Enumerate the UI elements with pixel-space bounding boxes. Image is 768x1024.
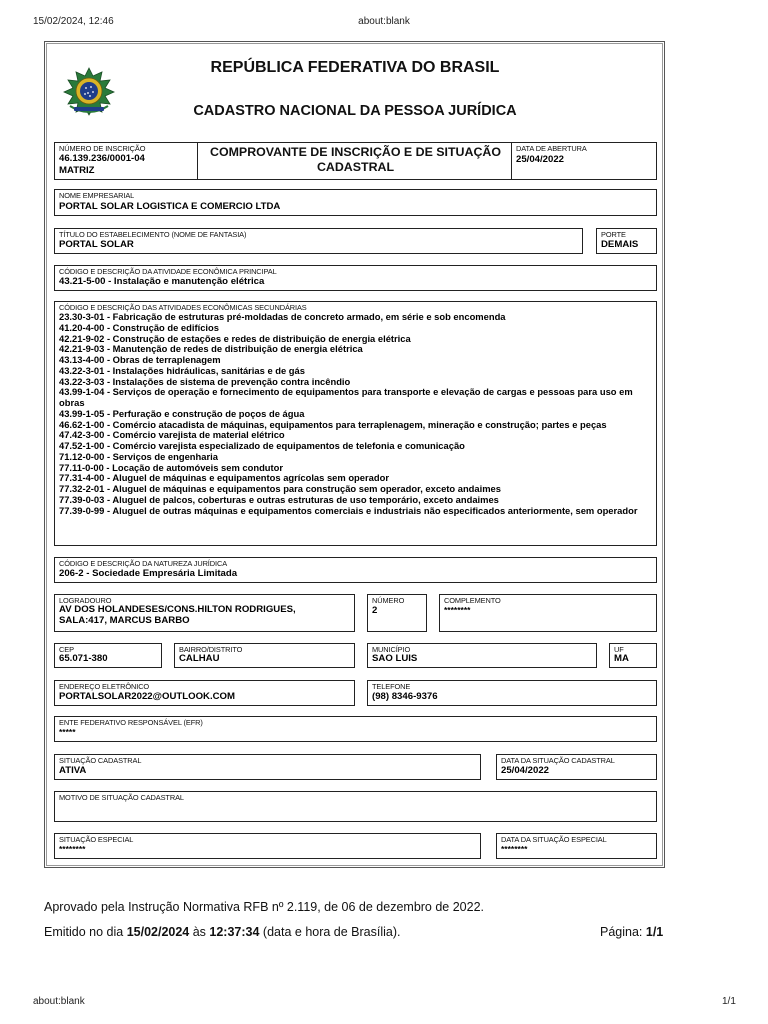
- secundaria-item: 43.22-3-01 - Instalações hidráulicas, sanitárias e de gás: [59, 364, 305, 376]
- secundaria-item: 46.62-1-00 - Comércio atacadista de máquinas, equipamentos para terraplenagem, mineração e construção; partes e peças: [59, 418, 607, 430]
- uf-value: MA: [614, 653, 629, 664]
- secundaria-item: 77.39-0-03 - Aluguel de palcos, coberturas e outras estruturas de uso temporário, exceto andaimes: [59, 493, 499, 505]
- emitido-date: 15/02/2024: [126, 925, 190, 939]
- efr-value: *****: [59, 727, 76, 737]
- pagina-value: 1/1: [645, 925, 664, 939]
- efr-label: ENTE FEDERATIVO RESPONSÁVEL (EFR): [59, 718, 203, 727]
- comprovante-title-line2: CADASTRAL: [316, 160, 395, 174]
- situacao-label: SITUAÇÃO CADASTRAL: [59, 756, 142, 765]
- especial-box: [54, 833, 481, 859]
- print-url: about:blank: [358, 16, 410, 27]
- secundaria-item: 43.99-1-05 - Perfuração e construção de poços de água: [59, 407, 305, 419]
- atividade-principal-box: [54, 265, 657, 291]
- nome-label: NOME EMPRESARIAL: [59, 191, 135, 200]
- natureza-value: 206-2 - Sociedade Empresária Limitada: [59, 568, 238, 579]
- bairro-value: CALHAU: [179, 653, 220, 664]
- page-subtitle: CADASTRO NACIONAL DA PESSOA JURÍDICA: [193, 103, 517, 119]
- abertura-label: DATA DE ABERTURA: [516, 144, 587, 153]
- comprovante-title-line1: COMPROVANTE DE INSCRIÇÃO E DE SITUAÇÃO: [210, 145, 501, 159]
- comprovante-box: [197, 142, 512, 180]
- natureza-box: [54, 557, 657, 583]
- municipio-label: MUNICÍPIO: [372, 645, 411, 654]
- cep-label: CEP: [59, 645, 74, 654]
- secundarias-list: [59, 312, 653, 516]
- atividades-secundarias-box: [54, 301, 657, 546]
- natureza-label: CÓDIGO E DESCRIÇÃO DA NATUREZA JURÍDICA: [59, 559, 228, 568]
- print-datetime: 15/02/2024, 12:46: [33, 16, 114, 27]
- secundaria-item: 71.12-0-00 - Serviços de engenharia: [59, 450, 218, 462]
- secundaria-item: 41.20-4-00 - Construção de edifícios: [59, 321, 219, 333]
- email-label: ENDEREÇO ELETRÔNICO: [59, 682, 150, 691]
- print-page-counter: 1/1: [722, 996, 736, 1007]
- telefone-label: TELEFONE: [372, 682, 411, 691]
- complemento-box: [439, 594, 657, 632]
- aprovado-text: Aprovado pela Instrução Normativa RFB nº 2.119, de 06 de dezembro de 2022.: [44, 900, 485, 914]
- secundaria-item: 77.31-4-00 - Aluguel de máquinas e equipamentos agrícolas sem operador: [59, 472, 389, 484]
- data-situacao-value: 25/04/2022: [501, 765, 550, 776]
- page-title: REPÚBLICA FEDERATIVA DO BRASIL: [210, 59, 500, 76]
- email-value: PORTALSOLAR2022@OUTLOOK.COM: [59, 691, 236, 702]
- data-situacao-box: [496, 754, 657, 780]
- complemento-label: COMPLEMENTO: [444, 596, 501, 605]
- municipio-box: [367, 643, 597, 668]
- municipio-value: SAO LUIS: [372, 653, 418, 664]
- secundaria-item: 77.32-2-01 - Aluguel de máquinas e equipamentos para construção sem operador, exceto andaimes: [59, 483, 501, 494]
- cep-value: 65.071-380: [59, 653, 108, 664]
- print-footer-url: about:blank: [33, 996, 85, 1007]
- inscricao-value: 46.139.236/0001-04: [59, 153, 145, 164]
- secundaria-item: 47.52-1-00 - Comércio varejista especializado de equipamentos de telefonia e comunicação: [59, 440, 465, 451]
- porte-value: DEMAIS: [601, 239, 639, 250]
- emitido-text: Emitido no dia 15/02/2024 às 12:37:34 (data e hora de Brasília).: [44, 925, 401, 939]
- cep-box: [54, 643, 162, 668]
- motivo-box: [54, 791, 657, 822]
- secundaria-item: 42.21-9-03 - Manutenção de redes de distribuição de energia elétrica: [59, 343, 363, 355]
- abertura-value: 25/04/2022: [516, 154, 565, 165]
- especial-value: ********: [59, 844, 86, 854]
- efr-box: [54, 716, 657, 742]
- secundaria-item: 43.99-1-04 - Serviços de operação e fornecimento de equipamentos para transporte e elevação de cargas e pessoas para uso em obras: [59, 386, 633, 408]
- pagina-text: Página: 1/1: [600, 925, 664, 939]
- fantasia-box: [54, 228, 583, 254]
- principal-label: CÓDIGO E DESCRIÇÃO DA ATIVIDADE ECONÔMICA PRINCIPAL: [59, 267, 277, 276]
- secundaria-item: 23.30-3-01 - Fabricação de estruturas pré-moldadas de concreto armado, em série e sob encomenda: [59, 311, 506, 322]
- secundarias-label: CÓDIGO E DESCRIÇÃO DAS ATIVIDADES ECONÔMICAS SECUNDÁRIAS: [59, 303, 307, 312]
- logradouro-box: [54, 594, 355, 632]
- situacao-box: [54, 754, 481, 780]
- numero-box: [367, 594, 427, 632]
- numero-value: 2: [372, 605, 378, 616]
- emitido-time: 12:37:34: [209, 925, 260, 939]
- principal-value: 43.21-5-00 - Instalação e manutenção elétrica: [59, 276, 265, 287]
- bairro-box: [174, 643, 355, 668]
- telefone-box: [367, 680, 657, 706]
- porte-label: PORTE: [601, 230, 626, 239]
- situacao-value: ATIVA: [59, 765, 87, 776]
- complemento-value: ********: [444, 605, 471, 615]
- coat-of-arms-icon: [60, 66, 118, 116]
- especial-label: SITUAÇÃO ESPECIAL: [59, 835, 134, 844]
- secundaria-item: 77.11-0-00 - Locação de automóveis sem condutor: [59, 461, 284, 473]
- porte-box: [596, 228, 657, 254]
- logradouro-value: AV DOS HOLANDESES/CONS.HILTON RODRIGUES, SALA:417, MARCUS BARBO: [59, 604, 296, 626]
- bairro-label: BAIRRO/DISTRITO: [179, 645, 243, 654]
- uf-box: [609, 643, 657, 668]
- email-box: [54, 680, 355, 706]
- secundaria-item: 47.42-3-00 - Comércio varejista de material elétrico: [59, 429, 285, 441]
- data-especial-value: ********: [501, 844, 528, 854]
- uf-label: UF: [614, 645, 624, 654]
- fantasia-value: PORTAL SOLAR: [59, 239, 134, 250]
- matriz-value: MATRIZ: [59, 165, 95, 176]
- fantasia-label: TÍTULO DO ESTABELECIMENTO (NOME DE FANTASIA): [59, 230, 247, 239]
- inscricao-label: NÚMERO DE INSCRIÇÃO: [59, 144, 146, 153]
- logradouro-label: LOGRADOURO: [59, 596, 112, 605]
- inscricao-box: [54, 142, 198, 180]
- secundaria-item: 43.13-4-00 - Obras de terraplenagem: [59, 354, 221, 365]
- secundaria-item: 77.39-0-99 - Aluguel de outras máquinas e equipamentos comerciais e industriais não especificados anteriormente, sem operador: [59, 504, 638, 516]
- secundaria-item: 42.21-9-02 - Construção de estações e redes de distribuição de energia elétrica: [59, 332, 411, 344]
- abertura-box: [511, 142, 657, 180]
- data-especial-box: [496, 833, 657, 859]
- secundaria-item: 43.22-3-03 - Instalações de sistema de prevenção contra incêndio: [59, 375, 351, 387]
- data-especial-label: DATA DA SITUAÇÃO ESPECIAL: [501, 835, 607, 844]
- motivo-label: MOTIVO DE SITUAÇÃO CADASTRAL: [59, 793, 184, 802]
- numero-label: NÚMERO: [372, 596, 405, 605]
- data-situacao-label: DATA DA SITUAÇÃO CADASTRAL: [501, 756, 615, 765]
- telefone-value: (98) 8346-9376: [372, 691, 438, 702]
- nome-value: PORTAL SOLAR LOGISTICA E COMERCIO LTDA: [59, 201, 281, 212]
- nome-empresarial-box: [54, 189, 657, 216]
